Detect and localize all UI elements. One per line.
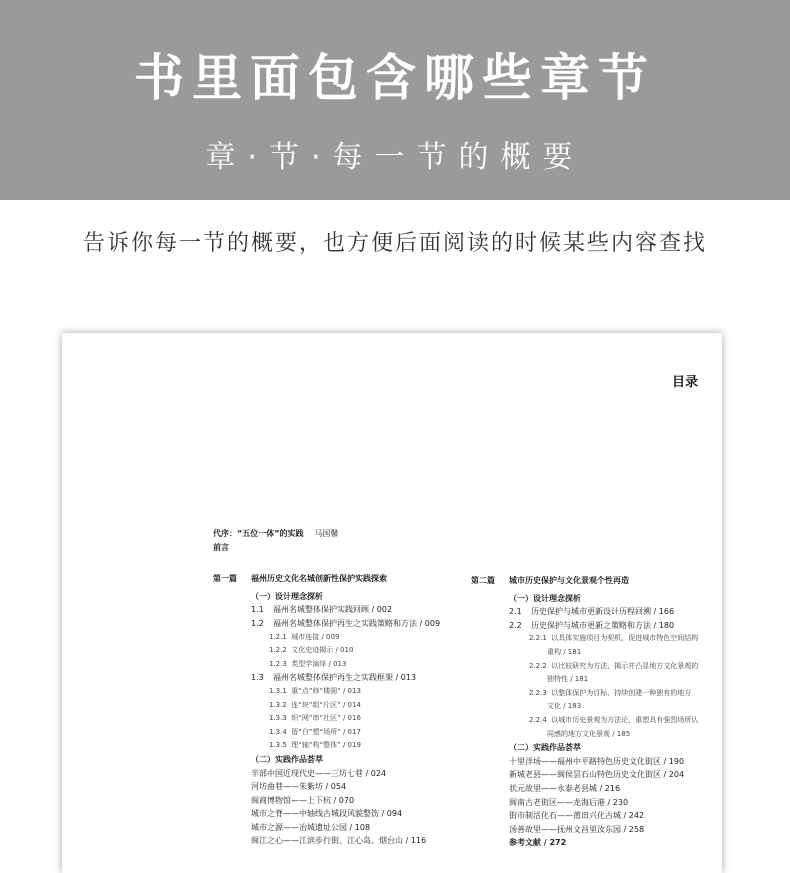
entry-number: 1.2 xyxy=(251,618,264,628)
work-entry: 城市之脊——中轴线古城段风貌整饬 / 094 xyxy=(251,809,403,819)
toc-entry-2-2-2-cont: 独特性 / 181 xyxy=(547,675,589,684)
toc-entry-1-3-3 xyxy=(213,712,440,726)
entry-text: 以具体实施项目为契机，促进城市特色空间结构 xyxy=(551,634,699,643)
work-entry: 状元故里——永泰老县城 / 216 xyxy=(509,783,621,793)
entry-number: 2.2.3 xyxy=(529,688,547,697)
entry-number: 1.3.3 xyxy=(269,714,287,723)
entry-number: 2.2.1 xyxy=(529,634,547,643)
toc-entry-2-2-4 xyxy=(471,714,698,728)
entry-text: 城市连接 / 009 xyxy=(291,632,340,641)
entry-number: 1.3.2 xyxy=(269,700,287,709)
toc-entry-1-2-1 xyxy=(213,631,440,645)
toc-entry-2-1 xyxy=(471,605,698,619)
tagline: 告诉你每一节的概要，也方便后面阅读的时候某些内容查找 xyxy=(82,231,707,256)
entry-text: 历史保护与城市更新设计历程回溯 / 166 xyxy=(531,607,675,617)
toc-page xyxy=(62,333,722,873)
toc-entry-2-2-2 xyxy=(471,660,698,674)
entry-number: 1.2.1 xyxy=(269,632,287,641)
toc-entry-1-3 xyxy=(213,671,440,685)
entry-number: 2.1 xyxy=(509,607,522,617)
part2-section1-heading: （一）设计理念探析 xyxy=(509,593,581,603)
references-entry: 参考文献 / 272 xyxy=(509,838,567,848)
entry-number: 2.2.2 xyxy=(529,661,547,670)
entry-number: 2.2.4 xyxy=(529,715,547,724)
entry-text: 理“轴”构“整体” / 019 xyxy=(291,741,361,750)
banner-title: 书里面包含哪些章节 xyxy=(134,48,656,107)
toc-entry-1-3-1 xyxy=(213,685,440,699)
work-entry: 汤善故里——抚州文昌里汝东园 / 258 xyxy=(509,824,645,834)
entry-number: 1.3 xyxy=(251,673,264,683)
toc-entry-2-2-3-cont: 文化 / 183 xyxy=(547,702,582,711)
header-banner xyxy=(0,0,790,200)
toc-entry-2-2-1-cont: 重构 / 181 xyxy=(547,647,582,656)
entry-text: 历史保护与城市更新之策略和方法 / 180 xyxy=(531,620,675,630)
work-entry: 半部中国近现代史——三坊七巷 / 024 xyxy=(251,768,387,778)
toc-entry-2-2 xyxy=(471,619,698,633)
entry-number: 1.3.1 xyxy=(269,686,287,695)
entry-text: 福州名城整体保护再生之实践框架 / 013 xyxy=(273,673,417,683)
banner-subtitle: 章·节·每一节的概要 xyxy=(205,140,585,175)
entry-text: 重“点”修“楼阁” / 013 xyxy=(291,686,361,695)
preface-entry xyxy=(213,527,440,541)
toc-entry-1-2-3 xyxy=(213,658,440,672)
work-entry: 新城老县——闽侯昙石山特色历史文化街区 / 204 xyxy=(509,770,685,780)
preface-author: 马国馨 xyxy=(314,529,339,538)
work-entry: 闽商博物馆——上下杭 / 070 xyxy=(251,795,355,805)
toc-left-column xyxy=(213,527,440,848)
part1-title: 福州历史文化名城创新性保护实践探索 xyxy=(251,574,387,584)
preface-label: 代序：“五位一体”的实践 xyxy=(213,529,304,538)
entry-text: 以城市历史景观为方法论，重塑具有强烈场所认 xyxy=(551,715,699,724)
toc-entry-1-1 xyxy=(213,603,440,617)
part2-section2-heading: （二）实践作品荟萃 xyxy=(509,743,581,753)
work-entry: 河坊曲巷——朱紫坊 / 054 xyxy=(251,782,347,792)
part2-label: 第二篇 xyxy=(471,576,495,585)
work-entry: 十里洋场——福州中平路特色历史文化街区 / 190 xyxy=(509,756,685,766)
entry-text: 类型学演绎 / 013 xyxy=(291,659,347,668)
work-entry: 闽南古老街区——龙海后港 / 230 xyxy=(509,797,629,807)
toc-entry-1-2-2 xyxy=(213,644,440,658)
foreword-entry: 前言 xyxy=(213,542,229,552)
part1-section1-heading: （一）设计理念探析 xyxy=(251,591,323,601)
entry-text: 福州名城整体保护实践回顾 / 002 xyxy=(273,605,393,615)
entry-number: 1.1 xyxy=(251,605,264,615)
entry-text: 文化史迹揭示 / 010 xyxy=(291,646,354,655)
toc-entry-2-2-4-cont: 同感的地方文化景观 / 185 xyxy=(547,729,631,738)
entry-number: 1.3.4 xyxy=(269,727,287,736)
toc-entry-1-3-4 xyxy=(213,726,440,740)
work-entry: 城市之源——冶城遗址公园 / 108 xyxy=(251,822,371,832)
entry-number: 2.2 xyxy=(509,620,522,630)
toc-entry-1-2 xyxy=(213,617,440,631)
toc-entry-2-2-1 xyxy=(471,632,698,646)
entry-text: 连“块”组“片区” / 014 xyxy=(291,700,361,709)
entry-number: 1.2.2 xyxy=(269,646,287,655)
work-entry: 闽江之心——江滨步行街、江心岛、烟台山 / 116 xyxy=(251,836,427,846)
entry-number: 1.3.5 xyxy=(269,741,287,750)
toc-entry-1-3-2 xyxy=(213,699,440,713)
toc-entry-1-3-5 xyxy=(213,739,440,753)
part1-section2-heading: （二）实践作品荟萃 xyxy=(251,754,323,764)
toc-heading: 目录 xyxy=(671,375,698,390)
entry-text: 织“网”串“社区” / 016 xyxy=(291,714,361,723)
part2-title: 城市历史保护与文化景观个性再造 xyxy=(509,576,629,585)
entry-text: 以整体保护为目标，持续创建一种独有的地方 xyxy=(551,688,692,697)
part2-heading xyxy=(471,574,698,588)
part1-heading xyxy=(213,572,440,586)
toc-right-column xyxy=(471,574,698,850)
entry-text: 留“白”塑“场所” / 017 xyxy=(291,727,361,736)
entry-text: 福州名城整体保护再生之实践策略和方法 / 009 xyxy=(273,618,441,628)
part1-label: 第一篇 xyxy=(213,574,237,584)
entry-number: 1.2.3 xyxy=(269,659,287,668)
entry-text: 以比较研究为方法，揭示并凸显地方文化景观的 xyxy=(551,661,699,670)
work-entry: 街市制活化石——莆田兴化古城 / 242 xyxy=(509,811,645,821)
toc-entry-2-2-3 xyxy=(471,687,698,701)
